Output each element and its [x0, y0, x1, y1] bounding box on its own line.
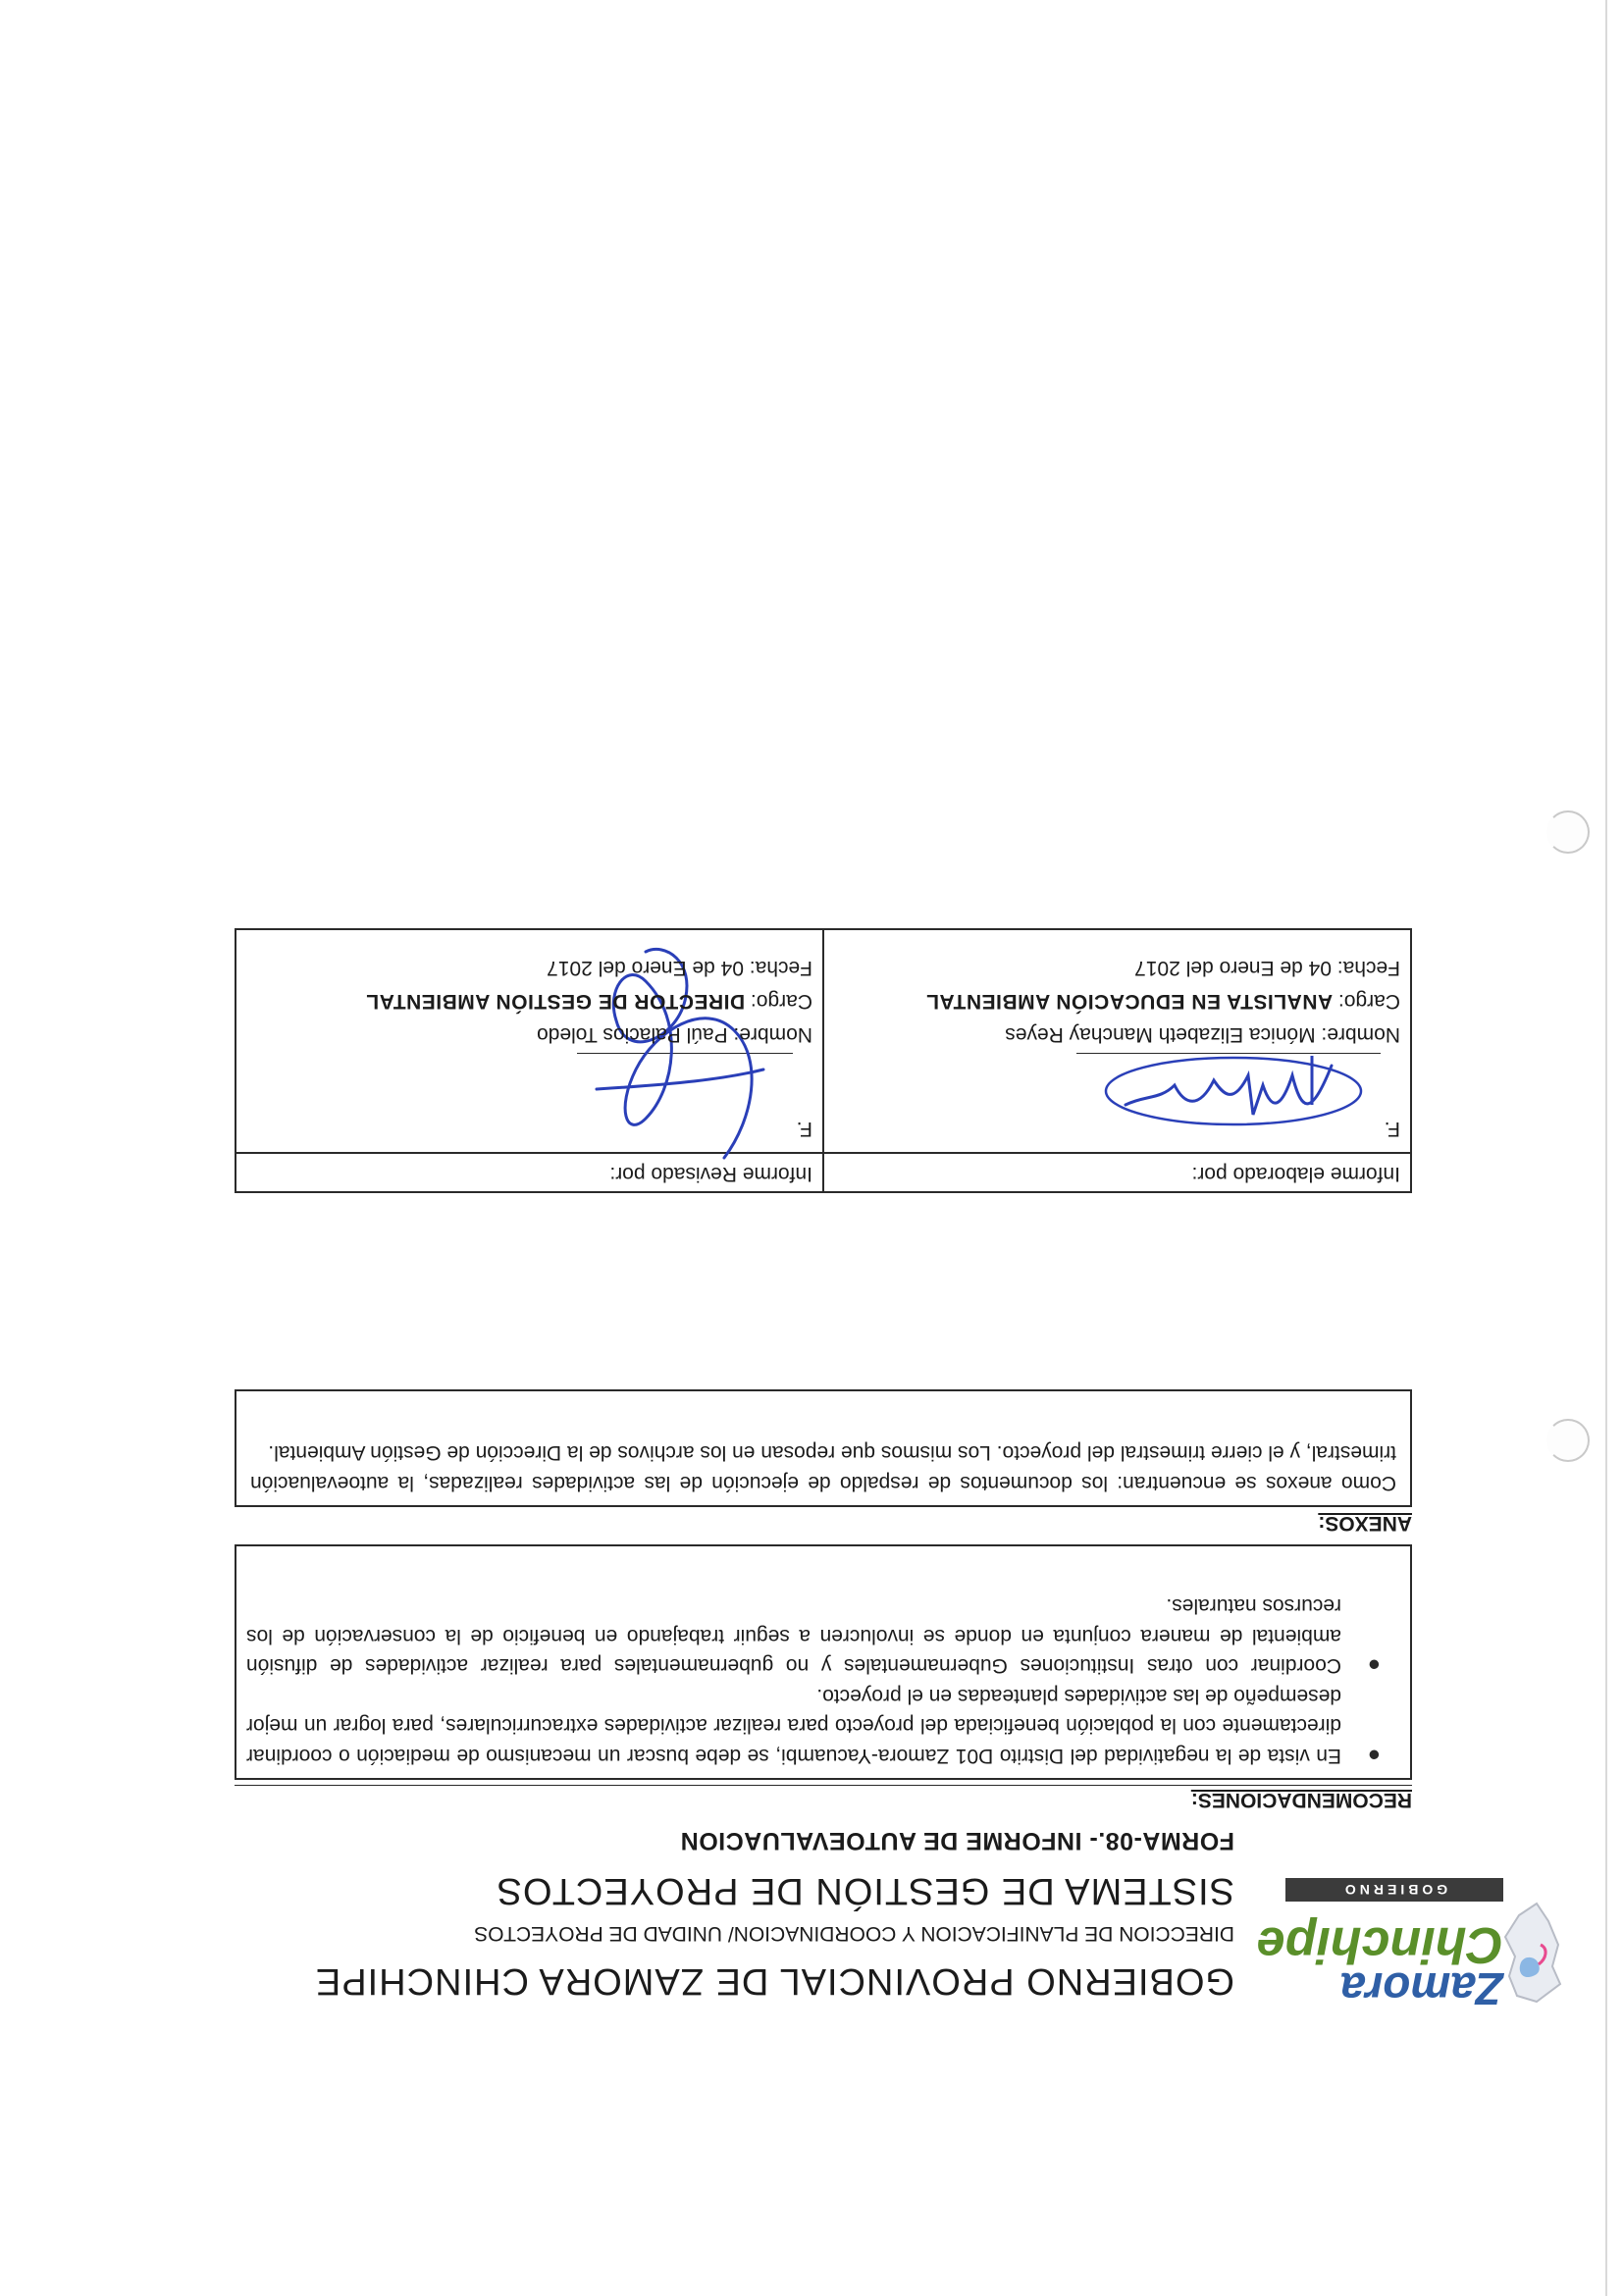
- punch-hole: [1546, 810, 1590, 854]
- direction-subtitle: DIRECCION DE PLANIFICACION Y COORDINACION/ UNIDAD DE PROYECTOS: [474, 1922, 1234, 1945]
- logo-line-1: Zamora: [1339, 1963, 1503, 2014]
- signature-f-label: F.: [796, 1118, 812, 1140]
- name-label: Nombre:: [1321, 1023, 1400, 1046]
- fecha-label: Fecha:: [1336, 957, 1400, 979]
- prepared-by-heading: Informe elaborado por:: [824, 1152, 1410, 1191]
- cargo-label: Cargo:: [1337, 990, 1400, 1013]
- cargo-label: Cargo:: [750, 990, 812, 1013]
- reviewed-cargo: DIRECTOR DE GESTIÓN AMBIENTAL: [365, 990, 746, 1013]
- form-title: FORMA-08.- INFORME DE AUTOEVALUACION: [680, 1827, 1234, 1854]
- signature-f-label: F.: [1384, 1118, 1400, 1140]
- section-rule: [235, 1785, 1412, 1786]
- bullet-icon: ●: [1367, 1653, 1381, 1679]
- system-title: SISTEMA DE GESTIÓN DE PROYECTOS: [496, 1870, 1234, 1911]
- signature-table: [235, 928, 1412, 1193]
- logo-band: GOBIERNO PROVINCIAL: [1285, 1878, 1503, 1902]
- recommendation-text: En vista de la negatividad del Distrito D01 Zamora-Yacuambi, se debe buscar un mecanismo de mediación o coordinar directamente con la población beneficiada del proyecto para realizar actividades extracurriculares, para lograr un mejor desempeño de las actividades planteadas en el proyecto.: [246, 1685, 1341, 1767]
- list-item: [246, 1681, 1381, 1771]
- annexes-box: [235, 1389, 1412, 1507]
- prepared-by-cell: [824, 930, 1410, 1191]
- organization-title: GOBIERNO PROVINCIAL DE ZAMORA CHINCHIPE: [314, 1960, 1234, 2002]
- prepared-cargo-row: [926, 989, 1400, 1013]
- prepared-cargo: ANALISTA EN EDUCACIÓN AMBIENTAL: [925, 990, 1334, 1013]
- prepared-name-row: [1005, 1022, 1400, 1046]
- recommendations-list: [246, 1591, 1388, 1770]
- reviewed-cargo-row: [366, 989, 812, 1013]
- recommendation-text: Coordinar con otras Instituciones Gubernamentales y no gubernamentales para realizar actividades de difusión ambiental de manera conjunta en donde se involucren a seguir trabajando en beneficio de la conservación de los recursos naturales.: [246, 1594, 1341, 1678]
- province-map-icon: [1497, 1898, 1566, 2006]
- handwritten-signature: [1086, 1046, 1371, 1134]
- list-item: [246, 1591, 1381, 1681]
- annexes-text: Como anexos se encuentran: los documentos de respaldo de ejecución de las actividades realizadas, la autoevaluación trimestral, y el cierre trimestral del proyecto. Los mismos que reposan en los archivos de la Dirección de Gestión Ambiental.: [250, 1441, 1396, 1494]
- logo-line-2: Chinchipe: [1256, 1916, 1503, 1973]
- annexes-title: ANEXOS:: [1318, 1512, 1412, 1535]
- recommendations-title: RECOMENDACIONES:: [1190, 1789, 1412, 1811]
- name-label: Nombre:: [733, 1023, 812, 1046]
- recommendations-box: [235, 1544, 1412, 1780]
- reviewed-date: 04 de Enero del 2017: [547, 957, 744, 979]
- reviewed-date-row: [547, 956, 812, 979]
- logo-wordmark: [1256, 1916, 1503, 2014]
- page-edge-shadow: [1605, 0, 1607, 2296]
- reviewed-by-cell: [236, 930, 824, 1191]
- prepared-date: 04 de Enero del 2017: [1134, 957, 1332, 979]
- reviewed-by-heading: Informe Revisado por:: [236, 1152, 822, 1191]
- prepared-name: Mónica Elizabeth Manchay Reyes: [1005, 1023, 1316, 1046]
- prepared-date-row: [1134, 956, 1400, 979]
- punch-hole: [1546, 1419, 1590, 1462]
- reviewed-name-row: [537, 1022, 812, 1046]
- fecha-label: Fecha:: [749, 957, 812, 979]
- provincial-logo: [1256, 1845, 1566, 2014]
- bullet-icon: ●: [1367, 1744, 1381, 1768]
- reviewed-name: Paúl Palacios Toledo: [537, 1023, 728, 1046]
